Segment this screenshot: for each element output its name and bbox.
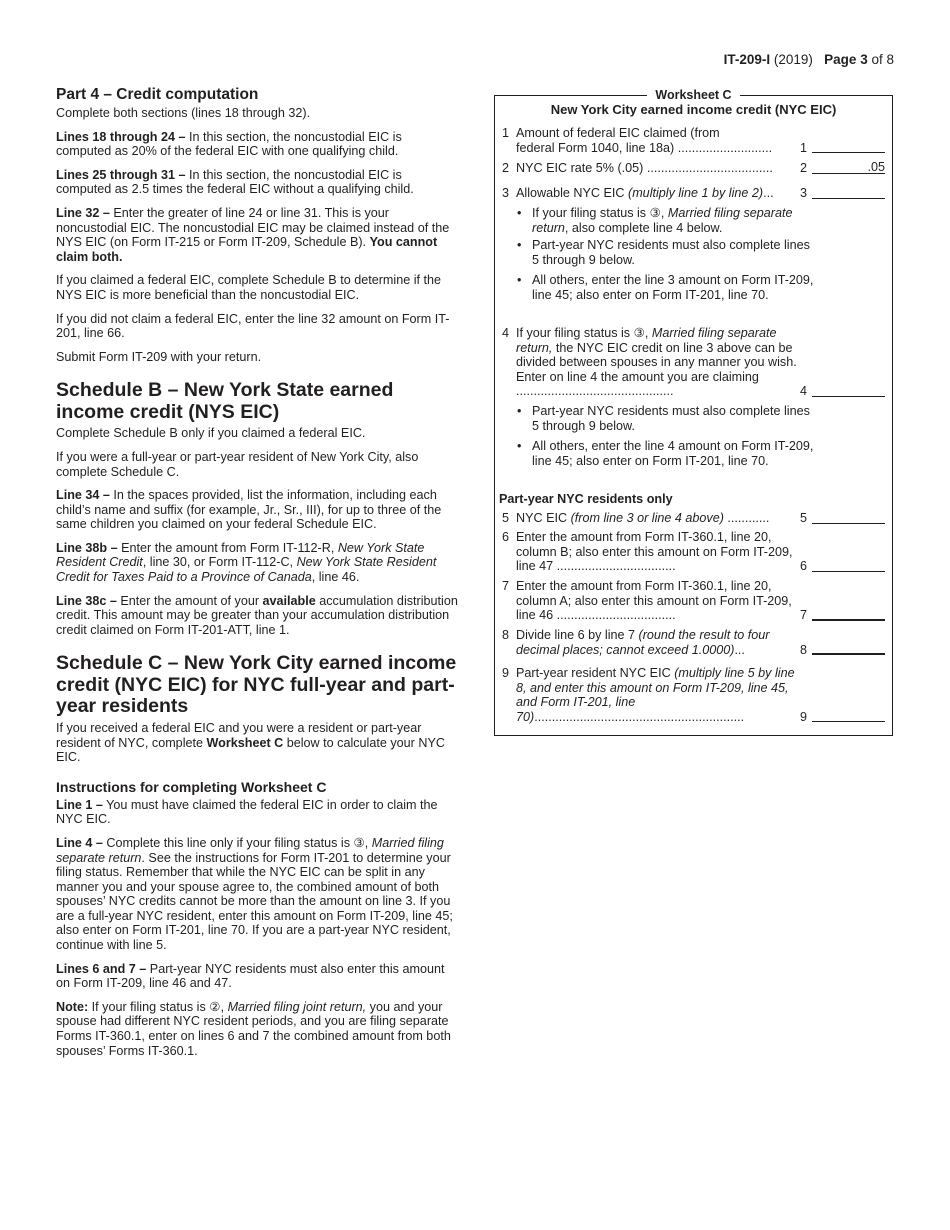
worksheet-c-note: Note: If your filing status is ②, Married filing joint return, you and your spouse had different NYC resident periods, and you are filing separate Forms IT-360.1, enter on lines 6 and 7 the combined amount from both spouses’ Forms IT-360.1. — [56, 999, 451, 1058]
line-6-amount-field[interactable] — [812, 558, 885, 572]
part-year-section-heading: Part-year NYC residents only — [499, 492, 673, 506]
line-9-amount-field[interactable] — [812, 708, 885, 722]
instructions-column — [56, 86, 460, 1067]
schedule-b-line38b: Line 38b – Enter the amount from Form IT-112-R, New York State Resident Credit, line 30, or Form IT-112-C, New York State Resident Credit for Taxes Paid to a Province of Canada, line 46. — [56, 540, 437, 585]
worksheet-c-line4: Line 4 – Complete this line only if your filing status is ③, Married filing separate return. See the instructions for Form IT-201 to determine your filing status. Remember that while the NYC EIC can be split in any manner you and your spouse agree to, the combined amount of both spouses’ NYC credits cannot be more than the amount on line 3. If you are a full-year NYC resident, enter this amount on Form IT-209, line 45; also enter on Form IT-201, line 70. If you are a part-year NYC resident, continue with line 5. — [56, 835, 453, 953]
worksheet-title: Worksheet C — [647, 88, 739, 102]
line-4-bullet-2: • All others, enter the line 4 amount on Form IT-209, line 45; also enter on Form IT-201, line 70. — [517, 439, 814, 468]
form-number: IT-209-I — [723, 52, 771, 67]
page-total: of 8 — [867, 52, 894, 67]
part4-submit-paragraph: Submit Form IT-209 with your return. — [56, 349, 262, 364]
page-label: Page 3 — [824, 52, 868, 67]
schedule-b-line34: Line 34 – In the spaces provided, list the information, including each child’s name and suffix (for example, Jr., Sr., III), for up to three of the same children you claimed on your federal Schedule EIC. — [56, 488, 442, 532]
worksheet-subtitle: New York City earned income credit (NYC EIC) — [550, 102, 837, 117]
part4-line32: Line 32 – Enter the greater of line 24 or line 31. This is your noncustodial EIC. The noncustodial EIC may be claimed instead of the NYS EIC (on Form IT-215 or Form IT-209, Schedule B). You cannot claim both. — [56, 205, 450, 264]
schedule-b-intro: Complete Schedule B only if you claimed a federal EIC. — [56, 426, 366, 441]
line-5-amount-field[interactable] — [812, 510, 885, 524]
schedule-c-title: Schedule C – New York City earned income credit (NYC EIC) for NYC full-year and part-year residents — [56, 652, 457, 718]
worksheet-line-1: 1 Amount of federal EIC claimed (from federal Form 1040, line 18a) ........................... 1 — [502, 126, 886, 155]
schedule-b-title: Schedule B – New York State earned income credit (NYS EIC) — [56, 379, 394, 423]
part4-claimed-paragraph: If you claimed a federal EIC, complete Schedule B to determine if the NYS EIC is more beneficial than the noncustodial EIC. — [56, 273, 442, 302]
worksheet-line-2: 2 NYC EIC rate 5% (.05) .................................... 2 .05 — [502, 159, 885, 175]
schedule-b-line38c: Line 38c – Enter the amount of your available accumulation distribution credit. This amount may be greater than your accumulation distribution credit claimed on Form IT-201-ATT, line 1. — [56, 593, 458, 637]
line-3-bullet-2: • Part-year NYC residents must also complete lines 5 through 9 below. — [517, 238, 810, 267]
form-year: (2019) — [770, 52, 813, 67]
line-7-amount-field[interactable] — [812, 606, 885, 621]
worksheet-line-9: 9 Part-year resident NYC EIC (multiply line 5 by line 8, and enter this amount on Form IT-209, line 45, and Form IT-201, line 70)............................................................ 9 — [502, 666, 886, 724]
worksheet-c-instructions-title: Instructions for completing Worksheet C — [56, 778, 327, 795]
part4-lines25-31: Lines 25 through 31 – In this section, the noncustodial EIC is computed as 2.5 times the federal EIC without a qualifying child. — [56, 167, 414, 197]
line-3-bullet-3: • All others, enter the line 3 amount on Form IT-209, line 45; also enter on Form IT-201, line 70. — [517, 273, 814, 302]
worksheet-c-lines6-7: Lines 6 and 7 – Part-year NYC residents must also enter this amount on Form IT-209, line 46 and 47. — [56, 961, 445, 991]
line-1-amount-field[interactable] — [812, 139, 885, 153]
line-4-bullet-1: • Part-year NYC residents must also complete lines 5 through 9 below. — [517, 404, 810, 433]
line-3-amount-field[interactable] — [812, 185, 885, 199]
worksheet-c-line1: Line 1 – You must have claimed the federal EIC in order to claim the NYC EIC. — [56, 797, 438, 827]
page-header — [724, 53, 894, 68]
line-2-rate-field: .05 — [812, 160, 885, 174]
part4-intro: Complete both sections (lines 18 through 32). — [56, 106, 311, 120]
schedule-c-intro: If you received a federal EIC and you were a resident or part-year resident of NYC, complete Worksheet C below to calculate your NYC EIC. — [56, 720, 445, 765]
worksheet-line-7: 7 Enter the amount from Form IT-360.1, line 20, column A; also enter this amount on Form IT-209, line 46 .................................. 7 — [502, 579, 886, 623]
part4-not-claimed-paragraph: If you did not claim a federal EIC, enter the line 32 amount on Form IT-201, line 66. — [56, 311, 450, 341]
line-8-amount-field[interactable] — [812, 640, 885, 655]
worksheet-line-5: 5 NYC EIC (from line 3 or line 4 above) ............ 5 — [502, 511, 886, 526]
line-3-bullet-1: • If your filing status is ③, Married filing separate return, also complete line 4 below. — [517, 206, 793, 235]
line-4-amount-field[interactable] — [812, 383, 885, 397]
worksheet-line-3: 3 Allowable NYC EIC (multiply line 1 by line 2)... 3 — [502, 186, 886, 201]
page-number: 3 — [860, 52, 868, 67]
part4-title: Part 4 – Credit computation — [56, 86, 259, 103]
schedule-b-nyc: If you were a full-year or part-year resident of New York City, also complete Schedule C. — [56, 449, 419, 479]
worksheet-line-8: 8 Divide line 6 by line 7 (round the result to four decimal places; cannot exceed 1.0000)... 8 — [502, 628, 886, 657]
worksheet-line-4: 4 If your filing status is ③, Married filing separate return, the NYC EIC credit on line 3 above can be divided between spouses in any manner you wish. Enter on line 4 the amount you are claiming ............................................. 4 — [502, 326, 886, 399]
worksheet-line-6: 6 Enter the amount from Form IT-360.1, line 20, column B; also enter this amount on Form IT-209, line 47 .................................. 6 — [502, 530, 886, 574]
part4-lines18-24: Lines 18 through 24 – In this section, the noncustodial EIC is computed as 20% of the federal EIC with one qualifying child. — [56, 129, 402, 159]
worksheet-c — [494, 88, 893, 736]
